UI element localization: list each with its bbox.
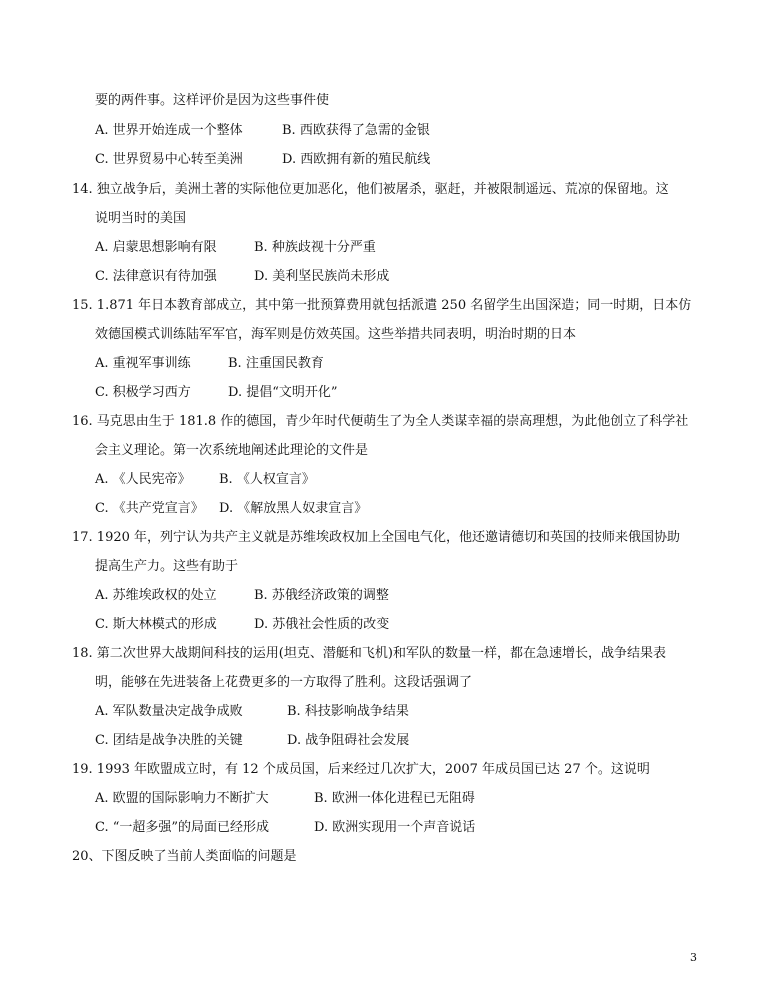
- q17-option-b: B. 苏俄经济政策的调整: [254, 588, 389, 603]
- q14-option-b: B. 种族歧视十分严重: [254, 240, 376, 255]
- q18-option-c: C. 团结是战争决胜的关键: [95, 733, 243, 748]
- q17-stem-cont: 提高生产力。这些有助于: [95, 559, 239, 574]
- q15-option-a: A. 重视军事训练: [95, 356, 191, 371]
- q19-option-c: C. “一超多强”的局面已经形成: [95, 820, 270, 835]
- q13-option-b: B. 西欧获得了急需的金银: [282, 123, 430, 138]
- q18-option-a: A. 军队数量决定战争成败: [95, 704, 243, 719]
- q17-option-c: C. 斯大林模式的形成: [95, 617, 217, 632]
- q13-option-d: D. 西欧拥有新的殖民航线: [282, 152, 431, 167]
- q16-option-a: A. 《人民宪帝》: [95, 472, 191, 487]
- q17-option-a: A. 苏维埃政权的处立: [95, 588, 217, 603]
- q18-stem: 18. 第二次世界大战期间科技的运用(坦克、潜艇和飞机)和军队的数量一样，都在急速增长，战争结果表: [72, 646, 666, 661]
- q15-option-d: D. 提倡“文明开化”: [228, 385, 338, 400]
- q16-option-b: B. 《人权宣言》: [219, 472, 315, 487]
- q20-stem: 20、下图反映了当前人类面临的问题是: [72, 849, 297, 864]
- q19-option-d: D. 欧洲实现用一个声音说话: [314, 820, 476, 835]
- q14-stem-cont: 说明当时的美国: [95, 211, 187, 226]
- q19-stem: 19. 1993 年欧盟成立时，有 12 个成员国，后来经过几次扩大，2007 年成员国已达 27 个。这说明: [72, 762, 650, 777]
- q16-option-c: C. 《共产党宣言》: [95, 501, 204, 516]
- q19-option-b: B. 欧洲一体化进程已无阻碍: [314, 791, 475, 806]
- q16-stem: 16. 马克思由生于 181.8 作的德国，青少年时代便萌生了为全人类谋幸福的崇高理想，为此他创立了科学社: [72, 414, 689, 429]
- q13-option-a: A. 世界开始连成一个整体: [95, 123, 243, 138]
- q14-option-d: D. 美利坚民族尚未形成: [254, 269, 390, 284]
- q15-stem-cont: 效德国模式训练陆军军官，海军则是仿效英国。这些举措共同表明，明治时期的日本: [95, 327, 577, 342]
- q18-option-b: B. 科技影响战争结果: [287, 704, 409, 719]
- q15-stem: 15. 1.871 年日本教育部成立，其中第一批预算费用就包括派遣 250 名留学生出国深造；同一时期，日本仿: [72, 298, 692, 313]
- q13-option-c: C. 世界贸易中心转至美洲: [95, 152, 243, 167]
- q15-option-c: C. 积极学习西方: [95, 385, 191, 400]
- q18-stem-cont: 明，能够在先进装备上花费更多的一方取得了胜利。这段话强调了: [95, 675, 473, 690]
- page-number: 3: [690, 951, 697, 964]
- q16-option-d: D. 《解放黑人奴隶宣言》: [219, 501, 368, 516]
- q13-stem-cont: 要的两件事。这样评价是因为这些事件使: [95, 93, 330, 108]
- q15-option-b: B. 注重国民教育: [228, 356, 324, 371]
- q19-option-a: A. 欧盟的国际影响力不断扩大: [95, 791, 269, 806]
- q17-option-d: D. 苏俄社会性质的改变: [254, 617, 390, 632]
- q16-stem-cont: 会主义理论。第一次系统地阐述此理论的文件是: [95, 443, 369, 458]
- q17-stem: 17. 1920 年，列宁认为共产主义就是苏维埃政权加上全国电气化，他还邀请德切和英国的技师来俄国协助: [72, 530, 681, 545]
- q14-stem: 14. 独立战争后，美洲土著的实际他位更加恶化，他们被屠杀，驱赶，并被限制遥远、荒凉的保留地。这: [72, 182, 669, 197]
- q18-option-d: D. 战争阻碍社会发展: [287, 733, 410, 748]
- q14-option-a: A. 启蒙思想影响有限: [95, 240, 217, 255]
- q14-option-c: C. 法律意识有待加强: [95, 269, 217, 284]
